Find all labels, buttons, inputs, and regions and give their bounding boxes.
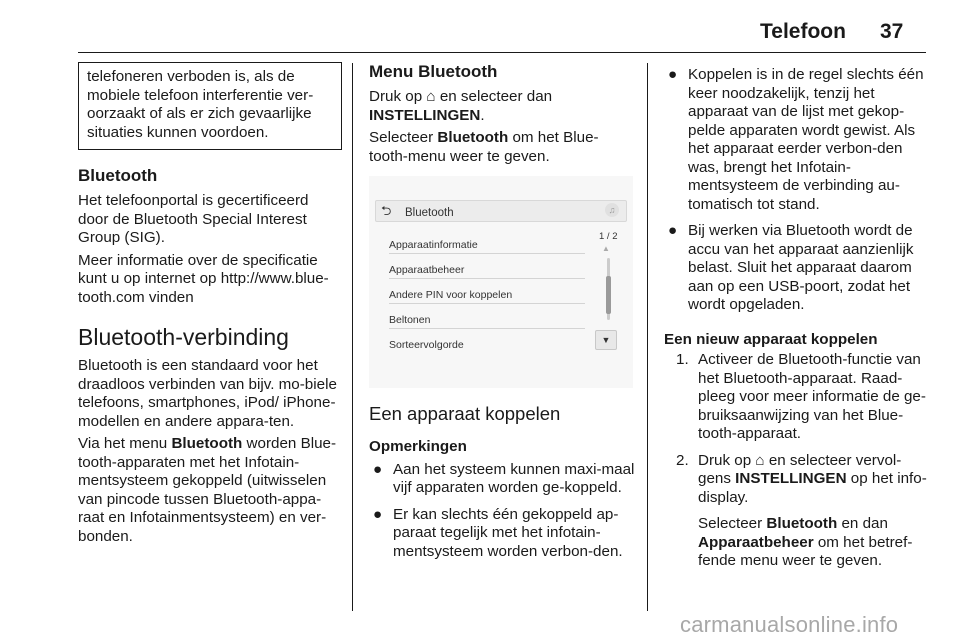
screen-row-divider [389, 278, 585, 279]
heading-bluetooth-verbinding: Bluetooth-verbinding [78, 324, 289, 350]
step-item [664, 452, 928, 508]
paragraph-bluetooth-menu [78, 435, 342, 546]
bullet-item [369, 461, 637, 498]
menu-term-bluetooth: Bluetooth [171, 435, 243, 452]
heading-bluetooth: Bluetooth [78, 166, 158, 185]
warning-box [78, 62, 342, 150]
heading-apparaat-koppelen: Een apparaat koppelen [369, 403, 561, 424]
heading-menu-bluetooth: Menu Bluetooth [369, 62, 498, 81]
warning-text: telefoneren verboden is, als de mobiele telefoon interferentie ver-oorzaakt of als er zich gevaarlijke situaties kunnen voordoen. [87, 68, 314, 141]
text-span: en selecteer dan [435, 88, 553, 105]
bullet-text: Bij werken via Bluetooth wordt de accu van het apparaat aanzienlijk belast. Sluit het apparaat daarom aan op een USB-poort, zodat het wordt opgeladen. [688, 222, 914, 313]
scroll-up-icon: ▲ [602, 244, 610, 253]
header-rule [78, 52, 926, 53]
text-span: Druk op [369, 88, 427, 105]
bullet-text: Aan het systeem kunnen maxi-maal vijf apparaten worden ge-koppeld. [393, 460, 635, 496]
bullet-item [369, 506, 637, 562]
text-span: om het betref-fende menu weer te geven. [698, 533, 913, 569]
bullet-item [664, 222, 928, 315]
menu-term-bluetooth: Bluetooth [437, 129, 509, 146]
paragraph-certification: Het telefoonportal is gecertificeerd door de Bluetooth Special Interest Group (SIG). [78, 192, 309, 246]
menu-term-instellingen: INSTELLINGEN [369, 106, 481, 124]
screen-menu-item: Sorteervolgorde [389, 339, 464, 351]
column-3 [664, 62, 928, 571]
column-1 [78, 62, 342, 546]
step-continuation [664, 515, 928, 571]
text-span: om het Blue-tooth-menu weer te geven. [369, 129, 599, 165]
scroll-down-icon: ▼ [595, 330, 617, 350]
home-icon: ⌂ [426, 88, 436, 105]
text-span: op het info-display. [698, 470, 927, 506]
paragraph-press-settings [369, 88, 637, 125]
back-arrow-icon: ⮌ [381, 203, 392, 218]
paragraph-select-bluetooth [369, 129, 637, 166]
text-span: Druk op [698, 451, 756, 469]
bullet-text: Koppelen is in de regel slechts één keer noodzakelijk, tenzij het apparaat van de lijst met gekop-pelde apparaten wordt gewist. Als het apparaat eerder verbon-den was, brengt het Infotain-mentsysteem de verbinding au-tomatisch tot stand. [688, 66, 924, 213]
screen-title: Bluetooth [405, 207, 454, 219]
column-divider-2 [647, 63, 648, 611]
bullet-item [664, 66, 928, 214]
infotainment-screenshot [369, 176, 633, 388]
step-number: 1. [676, 351, 689, 368]
paragraph-bluetooth-standard: Bluetooth is een standaard voor het draadloos verbinden van bijv. mo-biele telefoons, smartphones, iPod/ iPhone-modellen en andere appara-ten. [78, 357, 337, 430]
screen-menu-item: Apparaatbeheer [389, 264, 465, 276]
notes-heading: Opmerkingen [369, 438, 467, 455]
screen-page-indicator: 1 / 2 [599, 231, 618, 242]
music-note-icon: ♫ [605, 203, 619, 217]
menu-term-apparaatbeheer: Apparaatbeheer [698, 533, 814, 551]
paragraph-specification: Meer informatie over de specificatie kunt u op internet op http://www.blue-tooth.com vinden [78, 251, 329, 306]
heading-nieuw-apparaat: Een nieuw apparaat koppelen [664, 330, 878, 348]
scrollbar-thumb [606, 276, 611, 314]
bullet-icon: ● [373, 460, 383, 478]
screen-row-divider [389, 303, 585, 304]
step-number: 2. [676, 451, 689, 469]
column-divider-1 [352, 63, 353, 611]
screen-menu-item: Beltonen [389, 314, 431, 326]
text-span: worden Blue-tooth-apparaten met het Infotain-mentsysteem gekoppeld (uitwisselen van pincode tussen Bluetooth-appa-raat en Infotainmentsysteem) en ver-bonden. [78, 435, 337, 545]
bullet-icon: ● [668, 66, 678, 83]
text-span: en selecteer vervol-gens [698, 451, 902, 487]
screen-row-divider [389, 253, 585, 254]
bullet-icon: ● [373, 505, 383, 523]
column-2 [369, 62, 637, 561]
page-section-title: Telefoon [760, 20, 846, 43]
text-span: . [480, 106, 485, 124]
watermark: carmanualsonline.info [680, 612, 899, 637]
step-text: Activeer de Bluetooth-functie van het Bluetooth-apparaat. Raad-pleeg voor meer informatie de ge-bruiksaanwijzing van het Blue-tooth-apparaat. [698, 351, 926, 442]
menu-term-instellingen: INSTELLINGEN [735, 470, 847, 487]
text-span: Selecteer [698, 515, 767, 532]
text-span: Selecteer [369, 129, 438, 146]
bullet-icon: ● [668, 222, 678, 239]
step-item [664, 351, 928, 444]
menu-term-bluetooth: Bluetooth [766, 515, 838, 532]
home-icon: ⌂ [755, 451, 765, 469]
bullet-text: Er kan slechts één gekoppeld ap-paraat tegelijk met het infotain-mentsysteem worden verbon-den. [393, 505, 623, 560]
screen-menu-item: Andere PIN voor koppelen [389, 289, 513, 301]
screen-menu-item: Apparaatinformatie [389, 239, 478, 251]
text-span: Via het menu [78, 435, 172, 452]
text-span: en dan [837, 515, 888, 532]
page-number: 37 [880, 20, 904, 43]
screen-row-divider [389, 328, 585, 329]
